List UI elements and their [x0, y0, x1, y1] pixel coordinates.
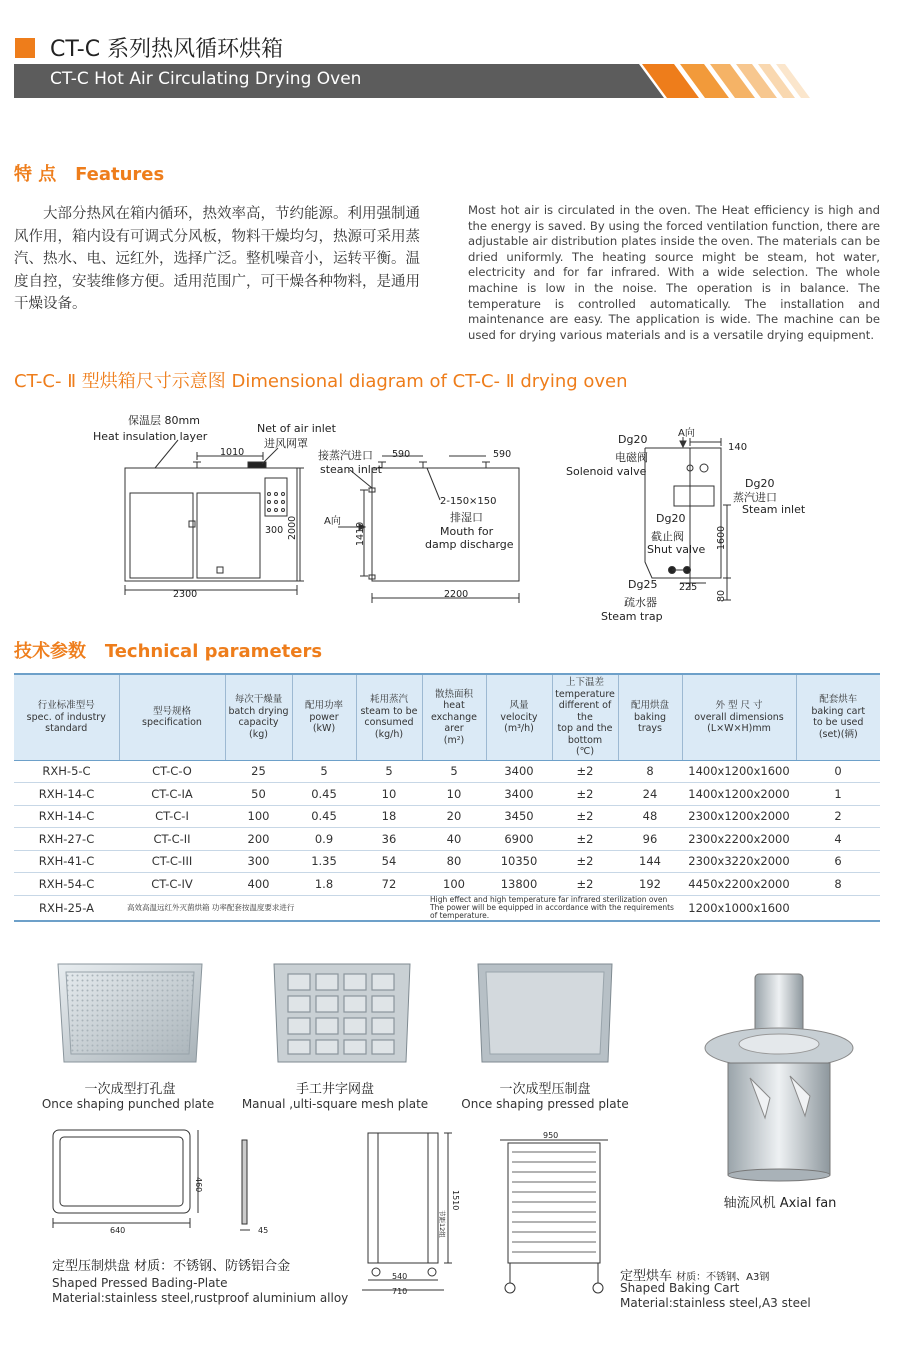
table-cell: 40	[422, 828, 486, 851]
table-header-cell	[14, 674, 119, 760]
label-steam-inlet-cn: 接蒸汽进口	[318, 449, 373, 462]
table-cell: 25	[225, 760, 292, 783]
table-cell: 5	[356, 760, 422, 783]
cart-caption-en-1: Shaped Baking Cart	[620, 1281, 740, 1295]
features-heading-en: Features	[75, 164, 165, 185]
table-cell: CT-C-O	[119, 760, 225, 783]
table-cell: 10	[356, 783, 422, 806]
label-dg25: Dg25	[628, 578, 658, 591]
table-cell: 1200x1000x1600	[682, 895, 796, 921]
header-line: overall dimensions	[694, 711, 784, 723]
header-line: specification	[142, 717, 202, 729]
features-text-cn: 大部分热风在箱内循环，热效率高，节约能源。利用强制通风作用，箱内设有可调式分风板，物料干燥均匀，热源可采用蒸汽、热水、电、远红外，选择广泛。整机噪音小，运转平衡。温度自控，安装维修方便。适用范围广，可干燥各种物料，是通用干燥设备。	[14, 206, 420, 312]
table-header-cell	[796, 674, 880, 760]
label-a-direction-2: A向	[678, 428, 695, 439]
tray-caption-cn: 定型压制烘盘 材质：不锈钢、防锈铝合金	[52, 1259, 291, 1274]
label-net-cn: 进风网罩	[264, 437, 308, 450]
label-steam-inlet-en: steam inlet	[320, 463, 382, 476]
label-dg20-b: Dg20	[745, 477, 775, 490]
table-cell: 10	[422, 783, 486, 806]
table-cell: 10350	[486, 850, 552, 873]
label-steam-trap-en: Steam trap	[601, 610, 663, 623]
dim-1410: 1410	[355, 521, 366, 546]
table-cell: 0.45	[292, 805, 356, 828]
page-title-cn: CT-C 系列热风循环烘箱	[50, 37, 284, 62]
table-header-cell	[552, 674, 618, 760]
table-cell: 300	[225, 850, 292, 873]
header-line: different of the	[558, 700, 612, 723]
label-steam-inlet-2-cn: 蒸汽进口	[733, 491, 777, 504]
table-header-cell	[486, 674, 552, 760]
header-line: steam to be	[360, 705, 418, 717]
mesh-plate-image	[268, 958, 416, 1068]
label-shut-valve-en: Shut valve	[647, 543, 706, 556]
table-cell: ±2	[552, 805, 618, 828]
label-dg20-a: Dg20	[618, 433, 648, 446]
header-line: to be used	[813, 717, 864, 729]
table-cell: 0.9	[292, 828, 356, 851]
header-line: (m²)	[443, 734, 465, 746]
table-header-cell	[682, 674, 796, 760]
table-cell: CT-C-II	[119, 828, 225, 851]
table-cell: 3400	[486, 760, 552, 783]
dim-950: 950	[543, 1131, 559, 1140]
header-line: velocity	[500, 711, 538, 723]
table-header-cell	[356, 674, 422, 760]
table-note-en	[422, 895, 682, 921]
header-line: 配用烘盘	[630, 700, 669, 711]
label-steam-inlet-2-en: Steam inlet	[742, 503, 806, 516]
tech-heading-en: Technical parameters	[104, 641, 323, 662]
header-line: 散热面积	[434, 688, 473, 700]
dim-2200: 2200	[444, 589, 469, 600]
label-shut-valve-cn: 截止阀	[651, 530, 684, 543]
dim-640: 640	[110, 1226, 126, 1235]
header-accent-square	[15, 38, 35, 58]
table-cell: 100	[422, 873, 486, 896]
table-cell: 5	[422, 760, 486, 783]
dim-2000: 2000	[287, 515, 298, 540]
header-line: 每次干燥量	[234, 694, 283, 706]
table-cell: 3400	[486, 783, 552, 806]
table-cell: 50	[225, 783, 292, 806]
header-line: 配套烘车	[819, 694, 858, 706]
table-cell: 2	[796, 805, 880, 828]
table-cell: 13800	[486, 873, 552, 896]
header-line: heat exchange	[430, 700, 478, 723]
punched-plate-caption-cn: 一次成型打孔盘	[84, 1082, 176, 1097]
dim-pitch: 节距12组	[438, 1210, 446, 1238]
table-header-cell	[225, 674, 292, 760]
table-cell: 24	[618, 783, 682, 806]
table-cell: 18	[356, 805, 422, 828]
header-line: arer	[444, 723, 464, 734]
axial-fan-caption: 轴流风机 Axial fan	[723, 1196, 837, 1211]
table-cell: RXH-14-C	[14, 805, 119, 828]
cart-caption-en-2: Material:stainless steel,A3 steel	[620, 1296, 811, 1310]
dim-1600: 1600	[716, 525, 727, 550]
header-line: 风量	[509, 700, 529, 711]
header-line: spec. of industry	[26, 711, 106, 723]
header-line: 上下温差	[565, 677, 604, 688]
note-en-line-1: High effect and high temperature far infrared sterilization oven	[430, 894, 668, 904]
note-en-line-2: The power will be equipped in accordance with the requirements of temperature.	[430, 902, 674, 920]
table-cell: 192	[618, 873, 682, 896]
table-cell: 1400x1200x2000	[682, 783, 796, 806]
table-cell: 8	[796, 873, 880, 896]
table-cell: 6	[796, 850, 880, 873]
table-cell: 96	[618, 828, 682, 851]
header-line: temperature	[555, 688, 615, 700]
header-line: (m³/h)	[504, 723, 534, 734]
header-line: (set)(辆)	[818, 728, 858, 740]
diagram-title: CT-C- Ⅱ 型烘箱尺寸示意图 Dimensional diagram of CT-C- Ⅱ drying oven	[14, 371, 628, 392]
mesh-plate-caption-cn: 手工井字网盘	[295, 1082, 374, 1097]
table-cell: 200	[225, 828, 292, 851]
header-line: consumed	[364, 717, 414, 729]
tray-caption-en-1: Shaped Pressed Bading-Plate	[52, 1276, 228, 1290]
table-cell: 4	[796, 828, 880, 851]
table-cell: RXH-27-C	[14, 828, 119, 851]
dim-590-b: 590	[493, 449, 512, 460]
header-line: baking trays	[633, 711, 667, 734]
table-cell: RXH-5-C	[14, 760, 119, 783]
cart-caption-cn-title: 定型烘车	[620, 1269, 673, 1284]
dim-590-a: 590	[392, 449, 411, 460]
header-line: 耗用蒸汽	[369, 694, 408, 706]
label-insulation-en: Heat insulation layer	[93, 430, 208, 443]
tech-heading	[14, 637, 322, 663]
label-net-en: Net of air inlet	[257, 422, 336, 435]
label-mouth-size: 2-150×150	[440, 496, 497, 507]
table-cell: 100	[225, 805, 292, 828]
table-cell: 400	[225, 873, 292, 896]
table-cell: 2300x2200x2000	[682, 828, 796, 851]
table-cell: 36	[356, 828, 422, 851]
label-mouth-cn: 排湿口	[450, 511, 483, 524]
table-cell: ±2	[552, 760, 618, 783]
header-line: batch drying	[228, 705, 289, 717]
table-row-rxh-25-a	[14, 895, 880, 921]
table-row	[14, 760, 880, 783]
label-solenoid-cn: 电磁阀	[615, 451, 648, 464]
header-line: 配用功率	[304, 700, 343, 711]
pressed-plate-caption-en: Once shaping pressed plate	[461, 1097, 629, 1111]
table-cell	[796, 895, 880, 921]
dim-460: 460	[194, 1177, 203, 1193]
table-cell: 5	[292, 760, 356, 783]
table-cell: 2300x1200x2000	[682, 805, 796, 828]
table-header-cell	[119, 674, 225, 760]
dim-1510: 1510	[451, 1190, 460, 1211]
mesh-plate-caption-en: Manual ,ulti-square mesh plate	[241, 1097, 429, 1111]
features-text-en: Most hot air is circulated in the oven. The Heat efficiency is high and the energy is saved. By using the forced ventilation function, there are adjustable air distribution plates inside the oven. The materials can be dried uniformly. The heating source might be steam, hot water, electricity and for far infrared. With a wide selection. The whole machine is low in the noise. The operation is in balance. The temperature is controlled automatically. The installation and maintenance are easy. The application is wide. The machine can be used for drying various materials and is a versatile drying equipment.	[468, 203, 880, 342]
table-row	[14, 805, 880, 828]
header-line: capacity	[238, 717, 279, 729]
table-row	[14, 828, 880, 851]
table-cell: RXH-54-C	[14, 873, 119, 896]
label-a-direction: A向	[324, 516, 341, 527]
cart-caption-cn-material: 材质：不锈钢、A3钢	[676, 1272, 770, 1283]
pressed-plate-caption-cn: 一次成型压制盘	[499, 1082, 591, 1097]
table-row	[14, 873, 880, 896]
table-note-cn: 高效高温远红外灭菌烘箱 功率配套按温度要求进行	[119, 895, 422, 921]
table-body	[14, 760, 880, 921]
table-cell: 1.8	[292, 873, 356, 896]
tech-parameters-table	[14, 673, 880, 922]
dimensional-diagram	[0, 395, 900, 630]
table-row	[14, 783, 880, 806]
label-insulation-cn: 保温层 80mm	[128, 414, 200, 427]
header-line: 行业标准型号	[37, 700, 95, 711]
dim-300: 300	[265, 525, 284, 536]
header-line: standard	[45, 723, 88, 734]
label-solenoid-en: Solenoid valve	[566, 465, 647, 478]
header-line: bottom	[567, 734, 603, 746]
label-mouth-en-2: damp discharge	[425, 538, 514, 551]
label-steam-trap-cn: 疏水器	[624, 596, 657, 609]
table-cell: ±2	[552, 850, 618, 873]
table-cell: 6900	[486, 828, 552, 851]
table-cell: CT-C-IA	[119, 783, 225, 806]
dim-710: 710	[392, 1287, 408, 1296]
features-heading-cn: 特 点	[14, 164, 57, 185]
table-cell: 0.45	[292, 783, 356, 806]
features-heading	[14, 160, 164, 186]
table-row	[14, 850, 880, 873]
punched-plate-caption-en: Once shaping punched plate	[41, 1097, 215, 1111]
table-cell: 0	[796, 760, 880, 783]
dim-140: 140	[728, 442, 748, 453]
dim-1010: 1010	[220, 447, 245, 458]
table-cell: CT-C-I	[119, 805, 225, 828]
table-cell: 72	[356, 873, 422, 896]
page-title-en: CT-C Hot Air Circulating Drying Oven	[50, 69, 362, 89]
dim-225: 225	[679, 582, 698, 593]
header-line: 外 型 尺 寸	[715, 700, 763, 711]
header-line: (L×W×H)mm	[707, 723, 771, 734]
table-cell: 3450	[486, 805, 552, 828]
table-cell: RXH-41-C	[14, 850, 119, 873]
table-cell: CT-C-III	[119, 850, 225, 873]
dim-45: 45	[258, 1226, 269, 1235]
label-mouth-en-1: Mouth for	[440, 525, 494, 538]
punched-plate-image	[50, 958, 210, 1068]
table-cell: ±2	[552, 783, 618, 806]
table-cell: 4450x2200x2000	[682, 873, 796, 896]
table-cell: 48	[618, 805, 682, 828]
table-cell: 1400x1200x1600	[682, 760, 796, 783]
table-header-cell	[618, 674, 682, 760]
table-cell: CT-C-IV	[119, 873, 225, 896]
table-cell: RXH-25-A	[14, 895, 119, 921]
table-cell: 20	[422, 805, 486, 828]
table-cell: 54	[356, 850, 422, 873]
table-cell: ±2	[552, 828, 618, 851]
header-line: baking cart	[811, 705, 866, 717]
pressed-plate-image	[472, 958, 618, 1068]
header-line: 型号规格	[152, 705, 191, 717]
header-line: (kW)	[312, 723, 336, 734]
tray-caption-en-2: Material:stainless steel,rustproof aluminium alloy	[52, 1291, 349, 1305]
header-line: top and the	[557, 723, 613, 734]
header-line: (kg)	[249, 728, 268, 740]
table-header-row	[14, 674, 880, 760]
tech-heading-cn: 技术参数	[14, 641, 86, 662]
table-header-cell	[292, 674, 356, 760]
table-cell: 1	[796, 783, 880, 806]
header-line: (℃)	[575, 746, 595, 757]
table-cell: 2300x3220x2000	[682, 850, 796, 873]
label-dg20-c: Dg20	[656, 512, 686, 525]
table-cell: 8	[618, 760, 682, 783]
dim-80: 80	[716, 589, 727, 602]
header-line: power	[309, 711, 339, 723]
table-cell: 144	[618, 850, 682, 873]
dim-540: 540	[392, 1272, 408, 1281]
table-cell: 1.35	[292, 850, 356, 873]
table-cell: ±2	[552, 873, 618, 896]
header-line: (kg/h)	[374, 728, 404, 740]
table-header-cell	[422, 674, 486, 760]
dim-2300: 2300	[173, 589, 198, 600]
table-cell: RXH-14-C	[14, 783, 119, 806]
table-cell: 80	[422, 850, 486, 873]
